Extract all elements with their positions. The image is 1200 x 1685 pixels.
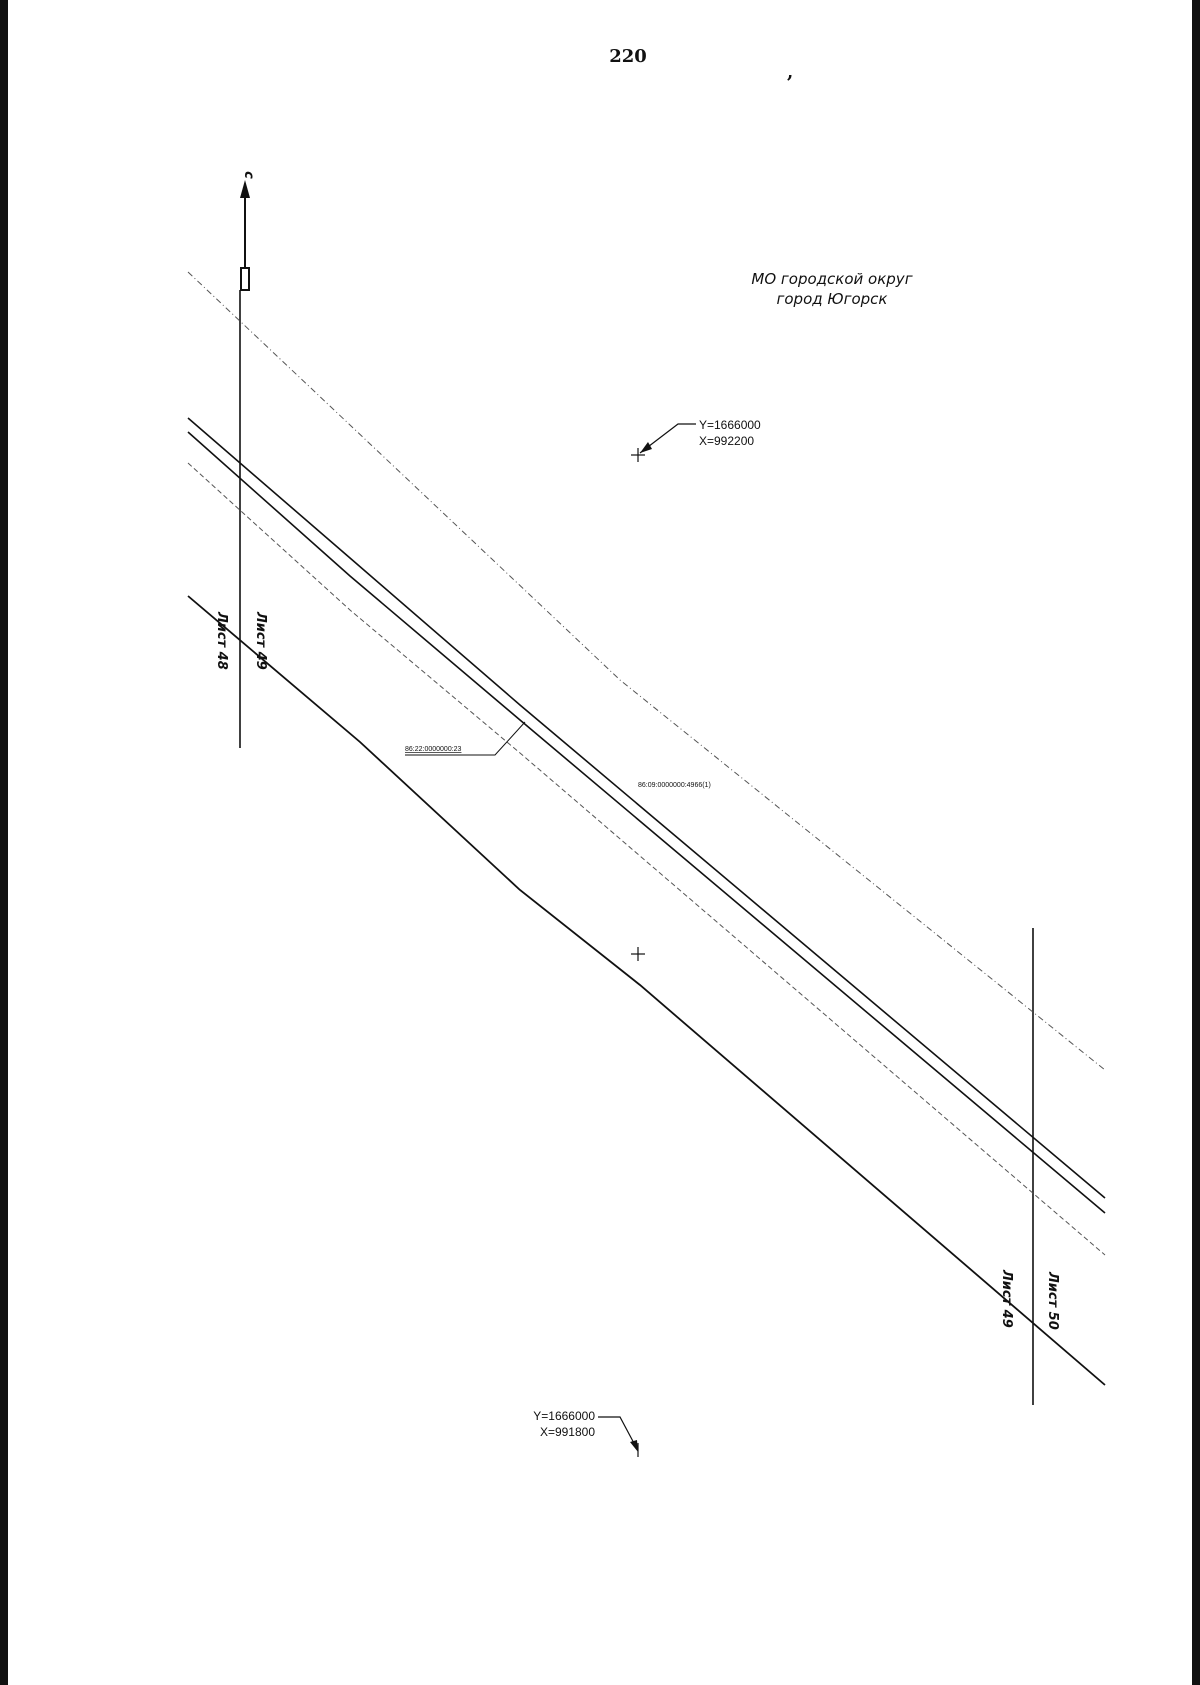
stray-mark: , [787,62,794,83]
corridor-line-dashed [188,463,1105,1255]
corridor-line-1 [188,418,1105,1198]
boundary-line-lower [188,596,1105,1385]
arrowhead-icon [640,442,652,453]
arrowhead-icon [630,1440,638,1452]
sheet-label-48: Лист 48 [214,612,229,670]
parcel-label: 86:22:0000000:23 [405,746,462,753]
parcel-label: 86:09:0000000:4966(1) [638,782,711,789]
coord-label-y-upper: Y=1666000 [699,418,761,432]
sheet-label-49-left: Лист 49 [253,612,268,670]
coord-leader-lower [598,1417,636,1447]
corridor-line-2 [188,432,1105,1213]
sheet-label-49-right: Лист 49 [999,1270,1014,1328]
crosshair-icon [631,947,645,961]
region-title-line1: МО городской округ [751,270,913,288]
north-arrow-label: c [241,171,256,179]
north-arrow-icon [240,180,250,290]
page-number: 220 [609,46,647,67]
coord-label-y-lower: Y=1666000 [533,1409,595,1423]
sheet-label-50: Лист 50 [1045,1272,1060,1330]
boundary-line-upper-dashed [188,272,1105,1070]
coord-label-x-lower: X=991800 [539,1425,595,1439]
region-title-line2: город Югорск [776,290,888,308]
coord-label-x-upper: X=992200 [699,434,755,448]
